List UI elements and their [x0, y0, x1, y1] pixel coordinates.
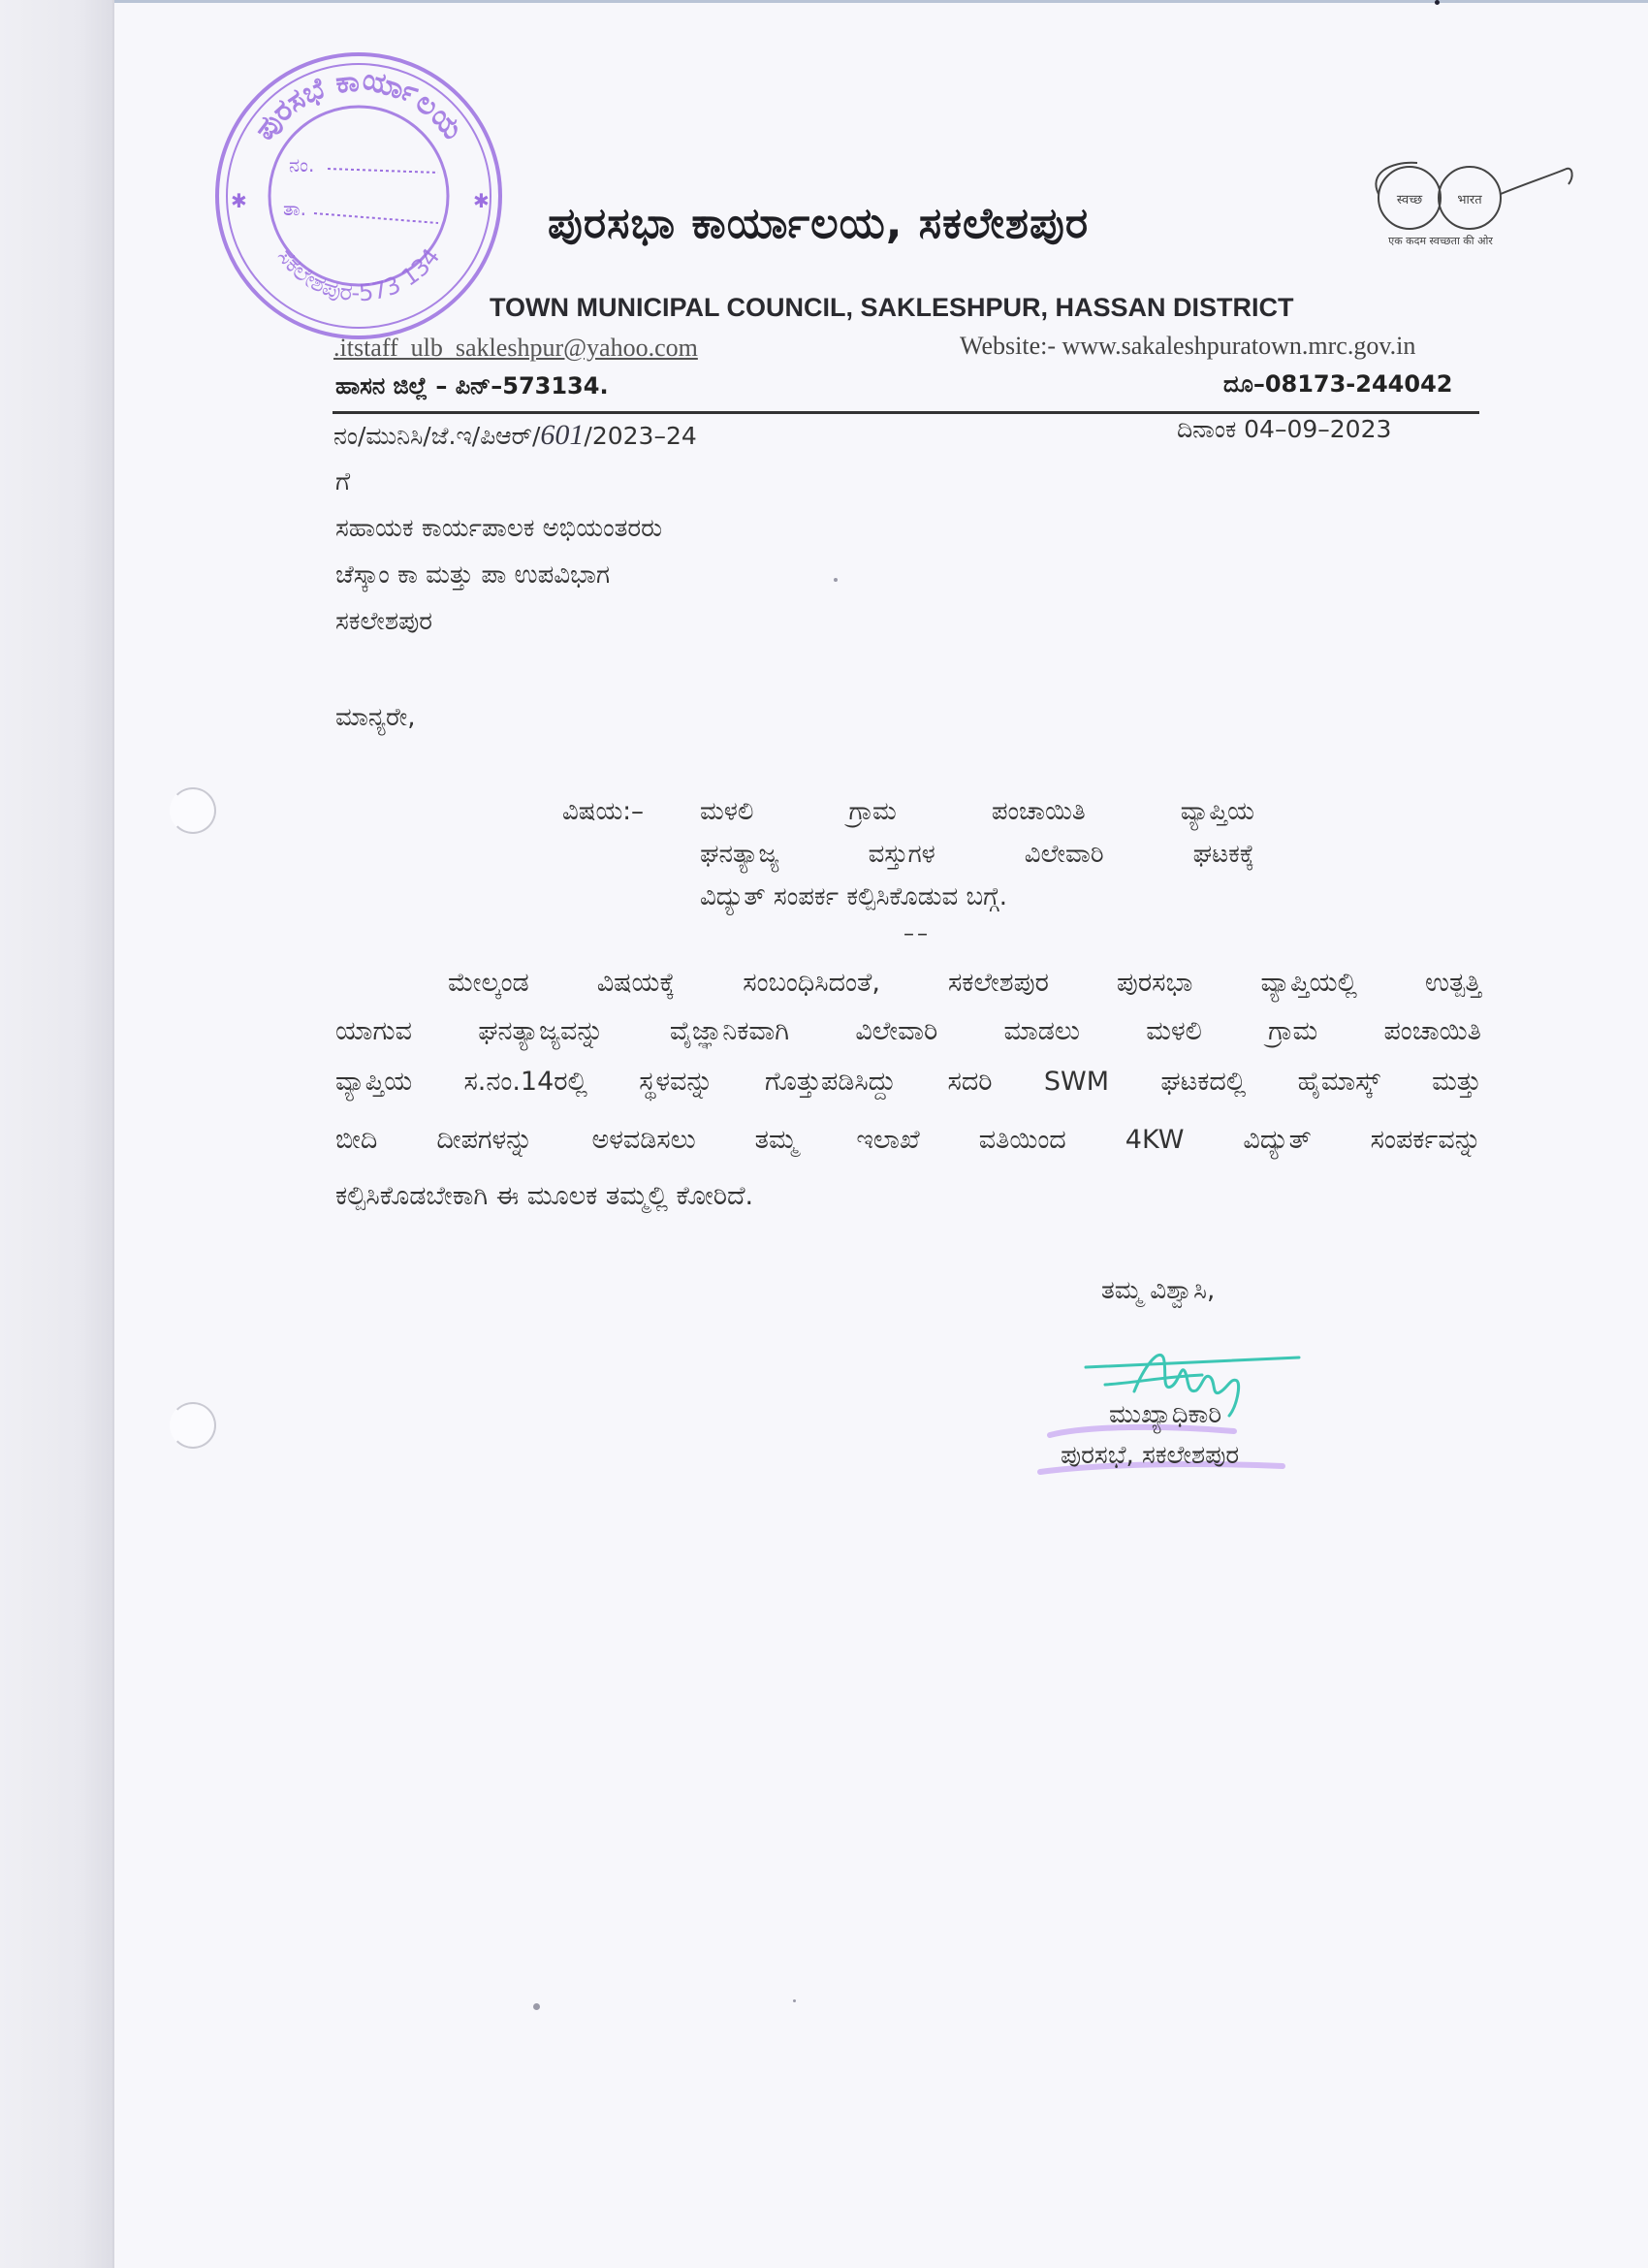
page-margin-edge	[0, 0, 114, 2268]
body-line: ಯಾಗುವ ಘನತ್ಯಾಜ್ಯವನ್ನು ವೈಜ್ಞಾನಿಕವಾಗಿ ವಿಲೇವಾರಿ ಮಾಡಲು ಮಳಲಿ ಗ್ರಾಮ ಪಂಚಾಯಿತಿ	[335, 1016, 1481, 1046]
body-line: ಕಲ್ಪಿಸಿಕೊಡಬೇಕಾಗಿ ಈ ಮೂಲಕ ತಮ್ಮಲ್ಲಿ ಕೋರಿದೆ.	[335, 1181, 754, 1211]
swachh-bharat-logo	[1349, 155, 1574, 252]
svg-text:✱: ✱	[231, 189, 247, 212]
letter-date: ದಿನಾಂಕ 04–09–2023	[1177, 415, 1392, 443]
reference-suffix: /2023–24	[584, 422, 697, 450]
stamp-bottom-text: ಸಕಲೇಶಪುರ-573 134	[271, 242, 446, 307]
subject-label: ವಿಷಯ:–	[562, 797, 645, 826]
recipient-line: ಚೆಸ್ಕಾಂ ಕಾ ಮತ್ತು ಪಾ ಉಪವಿಭಾಗ	[335, 560, 611, 590]
body-line: ಮೇಲ್ಕಂಡ ವಿಷಯಕ್ಕೆ ಸಂಬಂಧಿಸಿದಂತೆ, ಸಕಲೇಶಪುರ ಪುರಸಭಾ ವ್ಯಾಪ್ತಿಯಲ್ಲಿ ಉತ್ಪತ್ತಿ	[448, 968, 1481, 998]
reference-handwritten-number: 601	[540, 419, 585, 451]
reference-prefix: ನಂ/ಮುನಿಸಿ/ಜೆ.ಇ/ಪಿಆರ್/	[333, 422, 541, 450]
punch-hole-top	[170, 787, 216, 834]
letterhead-district-pin: ಹಾಸನ ಜಿಲ್ಲೆ – ಪಿನ್–573134.	[335, 372, 609, 399]
subject-line: ಘನತ್ಯಾಜ್ಯ ವಸ್ತುಗಳ ವಿಲೇವಾರಿ ಘಟಕಕ್ಕೆ	[700, 840, 1254, 869]
stamp-date-label: ತಾ.	[283, 197, 307, 220]
recipient-line: ಗೆ	[335, 467, 351, 496]
scan-speck	[1435, 0, 1440, 5]
signatory-office: ಪುರಸಭೆ, ಸಕಲೇಶಪುರ	[1061, 1441, 1240, 1470]
recipient-line: ಸಹಾಯಕ ಕಾರ್ಯಪಾಲಕ ಅಭಿಯಂತರರು	[335, 514, 663, 543]
letterhead-title-english: TOWN MUNICIPAL COUNCIL, SAKLESHPUR, HASSAN DISTRICT	[490, 293, 1294, 322]
body-line: ವ್ಯಾಪ್ತಿಯ ಸ.ನಂ.14ರಲ್ಲಿ ಸ್ಥಳವನ್ನು ಗೊತ್ತುಪಡಿಸಿದ್ದು ಸದರಿ SWM ಘಟಕದಲ್ಲಿ ಹೈಮಾಸ್ಕ್ ಮತ್ತು	[335, 1067, 1481, 1097]
stamp-ring-text: ಪುರಸಭೆ ಕಾರ್ಯಾಲಯ	[247, 62, 470, 146]
reference-number	[333, 419, 697, 452]
signatory-designation: ಮುಖ್ಯಾಧಿಕಾರಿ	[1109, 1400, 1222, 1429]
body-line: ಬೀದಿ ದೀಪಗಳನ್ನು ಅಳವಡಿಸಲು ತಮ್ಮ ಇಲಾಖೆ ವತಿಯಿಂದ 4KW ವಿದ್ಯುತ್ ಸಂಪರ್ಕವನ್ನು	[335, 1125, 1481, 1155]
svg-text:ಸಕಲೇಶಪುರ-573 134	[272, 243, 446, 307]
emblem-left-lens-text: स्वच्छ	[1396, 193, 1423, 208]
scan-speck	[793, 1999, 796, 2002]
letterhead-email: .itstaff_ulb_sakleshpur@yahoo.com	[333, 334, 698, 362]
salutation: ಮಾನ್ಯರೇ,	[335, 703, 416, 732]
page-edge-line	[112, 0, 114, 2268]
subject-line: ವಿದ್ಯುತ್ ಸಂಪರ್ಕ ಕಲ್ಪಿಸಿಕೊಡುವ ಬಗ್ಗೆ.	[700, 882, 1007, 911]
svg-text:✱: ✱	[473, 189, 490, 212]
subject-divider: ––	[903, 922, 931, 946]
emblem-right-lens-text: भारत	[1457, 193, 1482, 208]
subject-line: ಮಳಲಿ ಗ್ರಾಮ ಪಂಚಾಯಿತಿ ವ್ಯಾಪ್ತಿಯ	[700, 797, 1254, 826]
closing-remark: ತಮ್ಮ ವಿಶ್ವಾಸಿ,	[1101, 1276, 1216, 1305]
stamp-no-label: ನಂ.	[289, 153, 315, 176]
office-seal-stamp	[213, 50, 504, 341]
letterhead-phone: ದೂ–08173-244042	[1223, 370, 1453, 398]
recipient-line: ಸಕಲೇಶಪುರ	[335, 607, 433, 636]
letterhead-title-kannada: ಪುರಸಭಾ ಕಾರ್ಯಾಲಯ, ಸಕಲೇಶಪುರ	[548, 199, 1090, 248]
scan-speck	[834, 578, 838, 582]
letterhead-website: Website:- www.sakaleshpuratown.mrc.gov.in	[960, 332, 1416, 360]
punch-hole-bottom	[170, 1402, 216, 1449]
svg-text:ಪುರಸಭೆ ಕಾರ್ಯಾಲಯ	[247, 62, 469, 146]
emblem-tagline: एक कदम स्वच्छता की ओर	[1388, 235, 1493, 247]
top-edge-strip	[114, 0, 1648, 3]
scan-speck	[533, 2003, 540, 2010]
letterhead-divider	[333, 411, 1479, 414]
